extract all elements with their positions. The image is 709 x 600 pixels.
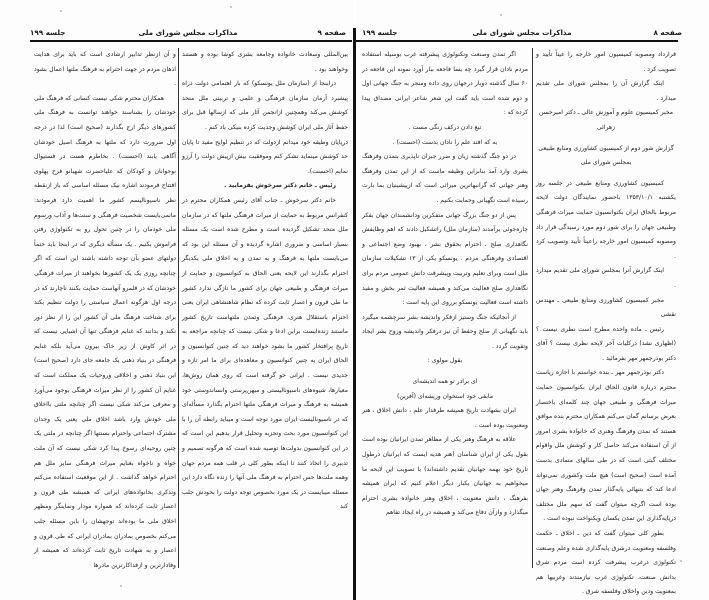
- paragraph: علاقه به فرهنگ وهنر یکی از مظاهر تمدن ایرانیان بوده است بقول یکی از ایران شناسان (هنر هدیه ایست که ایرانیان درطول تاریخ خود بهمه جهانیان تقدیم داشته‌اند) با تصویب این لایحه ما میخواهیم به جهانیان یکبار دیگر اعلام کنیم که ایران همیشه بفرهنگ ، دانش معنویت ، اخلاق وهنر خانواده بشری احترام میگذارد و وازآن دفاع می‌کند و همیشه در راه ایجاد تفاهم: [362, 436, 528, 517]
- paragraph: کمیسیون کشاورزی ومنابع طبیعی در جلسه روز یکشنبه ۱۳۵۳/۱۰/۱ باحضور نمایندگان دولت لایحه مربوط بالحاق ایران بکنوانسیون حمایت میراث فرهنگی وطبیعی جهان را برای شور دوم مورد رسیدگی قرار داد ومصوبه کمیسیون امور خارجه راعیناً تأیید وتصویب کرد .: [536, 179, 676, 260]
- paragraph: رئیس ـ ماده واحده مطرح است نظری نیست ؟ (اظهاری نشد) درکلیات آخر لایحه نظری نیست ؟ آقای دکتر بوذرجمهر مهر بفرمائید .: [536, 325, 676, 362]
- section-heading: گزارش شور دوم از کمیسیون کشاورزی ومنابع طبیعی بمجلس شورای ملی: [538, 144, 674, 167]
- paragraph: دراینجا از (سازمان ملل یونسکو) که بار اهتمامی دولت دراه پیشبرد آرمان سازمان فرهنگی و علمی و تربیتی ملل متحد کوشش می‌کند وهمچنین ازانجمن آثار ملی که ازسالها قبل برای حفظ آثار ملی ایران کوشش وجدیت کرده بنیکی یاد کنم .: [182, 80, 348, 131]
- paragraph: خانم دکتر سرخوش ـ جناب آقای رئیس همکاران محترم در کنفرانس مربوط به حمایت از میراث فرهنگی ملتها که در سازمان ملل متحد تشکیل گردیده است و مطرح شده است یک مسئله بسیار اساسی و ضروری اشاره گردیده و آن مسئله این بود که می‌بایست ملتها به فرهنگ و به تمدن و به اخلاق ملی یکدیگر احترام بگذارند این لایحه یعنی الحاق به کنوانسیون و حمایت از میراث فرهنگی و طبیعی جهان برای کشور ما تازگی ندارد کشور ما طی قرون و اعصار ثابت کرده که نظام شاهنشاهی ایران یعنی احترام باستقلال هنری، فرهنگی وتمدن ملتهاست تاریخ کشور ماستند زنده‌ایست براین ادعا و شکی نیست که چنانچه مراجعه به تاریخ پرافتخار کشور ما بشود خواهند دید که چنین کنوانسیون و الحاق ایران به چنین کنوانسیون و معاهده‌ای برای ما امر تازه و جدیدی نیست . ایرانی خو گرفته است که روی همان روش‌ها، معیارها، شیوه‌های ناسیونالیستی و میهن‌پرستی وانساندوستی خود همیشه به فرهنگ و میراث فرهنگی ملتها احترام بگذارد مسأله‌ای که در ناسیونالیست ایران مورد توجه است و میباید رابطه آن را با این کنوانسیون مورد بحث وتجزیه وتحلیل قرار بدهیم این است که در این کنوانسیون بدولت‌ها توصیه شده است که هرگونه تصمیم و تدبیری را اتخاذ کنند تا اینکه بطور کلی در قلب همه مردم جهان وهمه ملت‌ها حس احترام به فرهنگ ملی آنها را زنده نگاه دارد این مسئله میبایست در یک مورد بخصوص توجه دولت را بخودش جلب کند: [182, 196, 348, 511]
- paragraph: قرارداد ومصوبه کمیسیون امور خارجه را عیناً تأیید و تصویب کرد .: [536, 51, 676, 73]
- scan-speck: [120, 585, 122, 587]
- verse-line: تیغ دادن درکف زنگی مست .: [408, 123, 482, 131]
- verse-line: ای برادر تو همه اندیشه‌ای: [412, 378, 478, 386]
- header-title: مذاکرات مجلس شورای ملی: [138, 28, 238, 37]
- column-left: [34, 48, 176, 573]
- column-right: [182, 48, 348, 515]
- signature: مخبر کمیسیون علوم و آموزش عالی ـ دکتر امیرحسن زهرائی: [538, 109, 674, 131]
- scan-speck: [680, 560, 682, 562]
- paragraph: در دو جنگ گذشته زیان و ضرر جبران ناپذیری بتمدن وفرهنگ بشری وارد آمد بنابراین وظیفه ماست که از این تمدن وفرهنگ وهنر جهانی که گرانبهاترین میراثی است که ازپیشینیان بما بارث رسیده است نگهبانی وحمایت بکنیم .: [362, 153, 528, 204]
- header-session: جلسه ۱۹۹: [30, 28, 66, 37]
- scan-speck: [500, 14, 502, 16]
- scan-speck: [230, 6, 232, 8]
- paragraph: همکاران محترم شکی نیست کسانی که فرهنگ ملی خودشان را بشناسند خواهند توانست به فرهنگ ملی کشورهای دیگر ارج بگذارند (صحیح است) لذا در درجه اول ضرورت دارد که ملتها به فرهنگ اصیل خودشان آگاهی یابند (احسنت) . بخاطرم هست در فستیوال نوجوانان و کودکان که علیاحضرت شهبانو فرح پهلوی افتتاح فرمودند اشاره بیک مسئله اساسی که باز ازنقطه نظر ناسیونالیسم کشور ما اهمیت دارد فرمودند: مانمی‌بایست شخصیت فرهنگی و سنت‌ها و آداب ورسوم ملی خودمان را در چنین تحول رو به تکنولوژی رفتن فراموش بکنیم . یک مسأله دیگری که در اینجا باید حتماً دولتهای عضو بآن توجه داشته باشند این است که اگر چنانچه روزی یک یک کشورها بخواهند از میراث فرهنگی خودشان که در قلمرو آنهاست حمایت بکنند ناچارند که در درجه اول هرگونه اعمال سیاستی را دولت تنظیم بکند برای شناخت فرهنگ ملی آن کشور این را از نظر دور نکند و بدانند که غنایم فرهنگی تنها آن اشیایی نیست که در اثر کاوش از زیر خاک بیرون می‌آید بلکه غنایم فرهنگی در بنیاد ذهنی یک جامعه جای دارد (صحیح است) این بنیاد ذهنی و اخلاقی وروحیات یک مملکت است که غنایم آن کشور را از نظر میراث فرهنگی بوجود می‌آورد و معرفی می‌کند شکی نیست اگر چنانچه ملتی بااخلاق ملی خودش وارد باشد اخلاق ملی یعنی یک وجدان مشترک اجتماعی واحترام بسنتها اگر چنانچه در ملتی یک چنین روحیه‌ای رسوخ پیدا کرد شکی نیست که آن ملت خواه و ناخواه بغنایم میراث فرهنگی سایر ملل هم احترام خواهد گذاشت . از این موقعیت استفاده می‌کنم وتذکری بخانواده‌های ایرانی که همیشه طی قرون و اعصار ثابت کرده‌اند که همواره مودار ونماینگر ومظهر اخلاق ملی ما بوده‌اند توجهشان را باین مسئله جلب می‌کنم بخصوص بمادران بمادران ایرانی که طی قرون و اعصار و به شهادت تاریخ ثابت کرده‌اند که همیشه از وفادارترین و ازفداکارترین مادرها: [34, 94, 176, 569]
- scan-speck: [60, 10, 62, 12]
- paragraph: از آنجائیکه جنگ وستیز ازفکر واندیشه بشر سرچشمه میگیرد باید نگهبانی از صلح وحفظ آن نیز درفکر واندیشه وروح بشر ایجاد وتقویت گردد .: [362, 313, 528, 350]
- quote-intro: بقول مولوی :: [427, 357, 463, 365]
- paragraph: اگر تمدن وصنعت وتکنولوژی پیشرفته غرب بوسیله استفاده مردم نادان قرار گیرد چه بسا فاجعه ببار آورد نمونه این فاجعه در ۶۰ سال گذشته دوبار درجهان روی داده ومنجر به جنگ جهانی اول و دوم شده است باید گفت این شعر شاعر ایرانی مصداق پیدا کرده که :: [362, 51, 528, 117]
- header-divider: [356, 40, 678, 42]
- header-page-number: صفحه ۸: [653, 28, 682, 37]
- verse-line: مابقی خود استخوان وریشه‌ای (آفرین): [396, 392, 494, 400]
- paragraph: بین‌المللی وسعادت خانواده وجامعه بشری کوشا بوده و هستند وخواهند بود .: [182, 51, 348, 73]
- header-page-number: صفحه ۹: [317, 28, 346, 37]
- signature: مخبر کمیسیون کشاورزی ومنابع طبیعی ـ مهندس نقشی: [536, 296, 676, 319]
- paragraph: اینک گزارش آنرا بمجلس شورای ملی تقدیم میدارد .: [536, 267, 676, 289]
- paragraph: بطور کلی میتوان گفت که دین ـ اخلاق ـ حکمت وفلسفه ومعنویت درشرق پایه‌گذاری شده وعلم وصنعت تکنولوژی درغرب پیشرفت کرده است مردم شرق بدانش صنعت، تکنولوژی غرب نیازمندند وغربیها هم بمعنویت ودین واخلاق وفلسفه شرق .: [536, 530, 676, 596]
- paragraph: ایران بشهادت تاریخ همیشه طرفدار علم ، دانش اخلاق ، هنر ومعنویت بوده است .: [362, 407, 528, 429]
- page-8: [356, 0, 709, 600]
- page-header: [362, 26, 682, 40]
- column-divider: [532, 48, 533, 568]
- paragraph: دکتر بوذرجمهر مهر ـ بنده خواستم با اجازه ریاست محترم درباره قانون الحاق ایران بکنوانسیون حمایت میراث فرهنگی و طبیعی جهان چند کلمه‌ای باختصار بعرض برسانم گمان می‌کنم همکاران محترم بنده موافق هستند که تمدن وفرهنگ وهنری که خانواده بشری امروز از آن استفاده می‌کند حاصل کار و کوشش ملل واقوام مختلف گیتی است که در طی سالهای متمادی بدست آمده است (صحیح است) هیچ ملت وکشوری نمی‌تواند ادعا کند که بتنهائی پایه‌گذار تمدن وفرهنگ وهنر جهان بوده است اگرچه میتوان گفت که سهم ملل مختلف درپایه‌گذاری این تمدن یکسان ویکنواخت نبوده است .: [536, 369, 676, 523]
- column-left: [362, 48, 528, 521]
- column-divider: [178, 48, 179, 568]
- header-title: مذاکرات مجلس شورای ملی: [472, 28, 572, 37]
- paragraph: درپایان وظیفه خود میدانم ازدولت که در تنظیم لوایح مفید تا پایان حد کوشش مینماید تشکر کنم وموفقیت بیش ازپیش دولت را آرزو نمایم (احسنت).: [182, 138, 348, 175]
- verse-line: به که افتد علم را نادان بدست (احسنت) .: [392, 138, 498, 146]
- paragraph: اینک گزارش آن را بمجلس شورای ملی تقدیم میدارد .: [536, 80, 676, 102]
- page-header: [30, 26, 346, 40]
- page-9: [0, 0, 354, 600]
- header-divider: [30, 40, 352, 42]
- column-right: [536, 48, 676, 600]
- paragraph: و آن ازنظر تدابیر ارشادی است که باید برای هدایت اذهان مردم در جهت احترام به فرهنگ ملتها اعمال بشود .: [34, 51, 176, 88]
- speaker-line: رئیس ـ خانم دکتر سرخوش بفرمایید .: [224, 182, 336, 190]
- paragraph: پس از دو جنگ بزرگ جهانی متفکرین ودانشمندان جهان بفکر چاره‌جوئی برآمدند (سازمان ملل) راتشکیل دادند که اهم وظایفش نگاهداری صلح ، احترام بحقوق بشر ، بهبود وضع اجتماعی و اقتصادی وفرهنگی مردم . یونسکو یکی از ۱۳ تشکیلات سازمان ملل است وبرای تعلیم وتربیت وپیشرفت دانش عمومی مردم برای نگاهداری صلح فعالیت می‌کند و همیشه فعالیت ثمر بخش و مفید داشته است فعالیت یونسکو برروی این پایه است :: [362, 211, 528, 307]
- header-session: جلسه ۱۹۹: [362, 28, 398, 37]
